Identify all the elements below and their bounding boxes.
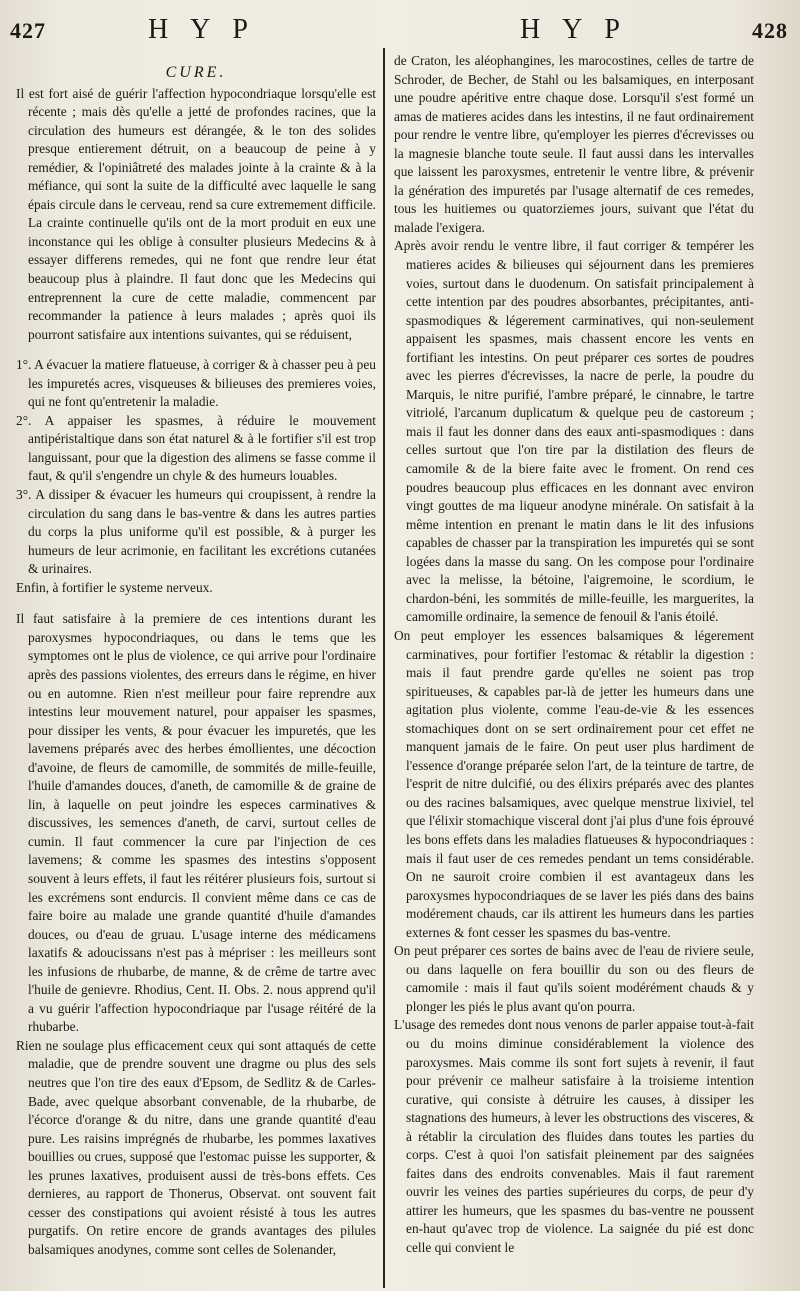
page-number-left: 427 (10, 18, 46, 43)
paragraph-first-intention: Il faut satisfaire à la premiere de ces intentions durant les paroxysmes hypocondriaques, ou dans le tems que les symptomes ont le plus de violence, ce qui arrive pour l'ordinaire après des passions violentes, des erreurs dans le régime, en hiver ou en automne. Rien n'est meilleur pour faire reprendre aux intestins leur mouvement naturel, pour appaiser les spasmes, pour dissiper les vents, & pour évacuer les impuretés, que les lavemens préparés avec des herbes émollientes, une décoction d'avoine, de fleurs de camomille, de sommités de mille-feuille, l'huile d'amandes douces, d'aneth, de camomille & de graine de lin, à laquelle on peut joindre les especes carminatives & discussives, les semences d'aneth, de carvi, surtout celles de cumin. Il faut commencer la cure par l'injection de ces lavemens; & comme les spasmes des intestins s'opposent souvent à leurs effets, il faut les réitérer plusieurs fois, surtout si les excrémens sont endurcis. Il convient même dans ce cas de faire boire au malade une grande quantité d'huile d'amandes douces, ou d'eau de gruau. L'usage interne des médicamens laxatifs & adoucissans n'est pas à mépriser : les meilleurs sont les infusions de rhubarbe, de manne, & de crême de tartre avec l'huile de genievre. Rhodius, Cent. II. Obs. 2. nous apprend qu'il a vu guérir l'affection hypocondriaque par l'usage réitéré de la rhubarbe. (16, 611, 376, 1035)
paragraph-balsamic-essences: On peut employer les essences balsamiques & légerement carminatives, pour fortifier l'estomac & rétablir la digestion : mais il faut prendre garde qu'elles ne soient pas trop spiritueuses, & capables par-là de jetter les humeurs dans une agitation plus violente, comme l'eau-de-vie & les essences stomachiques dont on se sert ordinairement pour cet effet ne manquent jamais de le faire. On peut user plus hardiment de l'essence d'orange préparée selon l'art, de la teinture de tartre, de l'esprit de nitre dulcifié, ou des élixirs préparés avec des plantes ou des racines balsamiques, avec quelque menstrue lixiviel, tel que l'élixir stomachique visceral dont j'ai plus d'une fois éprouvé les bons effets dans les maladies flatueuses & hypocondriaques : mais il faut user de ces remedes pendant un tems considérable. On ne sauroit croire combien il est avantageux dans les paroxysmes hypocondriaques de se laver les piés dans des bains modérement chauds, car ils attirent les humeurs dans les parties externes & font cesser les spasmes du bas-ventre. (394, 627, 754, 940)
intention-4: Enfin, à fortifier le systeme nerveux. (16, 579, 213, 595)
paragraph-baths: On peut préparer ces sortes de bains avec de l'eau de riviere seule, ou dans laquelle on fera bouillir du son ou des fleurs de camomile : mais il faut qu'ils soient modérément chauds & y plonger les piés le plus avant qu'on pourra. (394, 943, 754, 1014)
intention-2: 2°. A appaiser les spasmes, à réduire le mouvement antipéristaltique dans son état naturel & à le fortifier s'il est trop languissant, pour que la digestion des alimens se fasse comme il faut, & qu'il s'engendre un chyle & des humeurs louables. (16, 412, 376, 484)
intention-1: 1°. A évacuer la matiere flatueuse, à corriger & à chasser peu à peu les impuretés acres, visqueuses & bilieuses des premieres voies, qui ne font qu'entretenir la maladie. (16, 357, 376, 410)
intro-paragraph: Il est fort aisé de guérir l'affection hypocondriaque lorsqu'elle est récente ; mais dès qu'elle a jetté de profondes racines, que la circulation des humeurs est dérangée, & le ton des solides presque entierement détruit, on a beaucoup de peine à y remédier, & l'opiniâtreté des malades jointe à la crainte & à la méfiance, qui sont la suite de la difficulté avec laquelle le sang épais circule dans le cerveau, rend sa cure extremement difficile. La crainte continuelle qu'ils ont de la mort produit en eux une inconstance qui les oblige à consulter plusieurs Medecins & à essayer differens remedes, qui ne font que rendre leur état beaucoup plus à plaindre. Il faut donc que les Medecins qui entreprennent la cure de cette maladie, commencent par recommander la patience à leurs malades ; après quoi ils pourront satisfaire aux intentions suivantes, qui se réduisent, (16, 85, 376, 342)
running-head-left: H Y P (148, 14, 256, 45)
paragraph-bleeding: L'usage des remedes dont nous venons de parler appaise tout-à-fait ou du moins diminue considérablement la violence des paroxysmes. Mais comme ils sont fort sujets à revenir, il faut pour prévenir ce malheur satisfaire à la troisieme intention curative, qui consiste à détruire les causes, à dissiper les stagnations des humeurs, à lever les obstructions des visceres, & à rétablir la circulation des fluides dans toutes les parties du corps. C'est à quoi l'on satisfait pleinement par des saignées faites dans des endroits convenables. Mais il faut rarement ouvrir les veines des parties supérieures du corps, de peur d'y attirer les humeurs, que les spasmes du bas-ventre ne poussent en-haut qu'avec trop de violence. La saignée du pié est donc celle qui convient le (394, 1017, 754, 1255)
running-head (0, 14, 800, 50)
section-title: CURE. (165, 64, 227, 81)
page-number-right: 428 (752, 18, 788, 43)
column-divider (383, 48, 385, 1288)
continuation-paragraph: de Craton, les aléophangines, les marocostines, celles de tartre de Schroder, de Becher, de Stahl ou les balsamiques, en interposant une poudre apéritive entre chaque dose. Lorsqu'il s'est formé un amas de matieres acides dans les intestins, il ne faut ordinairement pour rendre le ventre libre, qu'employer les pierres d'écrevisses ou la magnesie blanche toute seule. Il faut aussi dans les intervalles que laissent les paroxysmes, entretenir le ventre libre, & prévenir la génération des impuretés par l'usage alternatif de ces remedes, tous les huitiemes ou quatorziemes jours, suivant que l'état du malade l'exigera. (394, 53, 754, 235)
paragraph-neutral-salts: Rien ne soulage plus efficacement ceux qui sont attaqués de cette maladie, que de prendre souvent une dragme ou plus des sels neutres que l'on tire des eaux d'Epsom, de Sedlitz & de Carles-Bade, avec quelque absorbant convenable, de la rhubarbe, de l'écorce d'orange & du nitre, dans une grande quantité d'eau pure. Les raisins imprégnés de rhubarbe, les pommes laxatives bouillies ou crues, supposé que l'estomac puisse les supporter, & les prunes laxatives, produisent aussi de très-bons effets. Ces dernieres, au rapport de Thonerus, Observat. ont souvent fait cesser des constipations qui avoient résisté à tous les autres purgatifs. On retire encore de grands avantages des pilules balsamiques anodynes, comme sont celles de Solenander, (16, 1037, 376, 1257)
running-head-right: H Y P (520, 14, 628, 45)
paragraph-absorbent-powders: Après avoir rendu le ventre libre, il faut corriger & tempérer les matieres acides & bilieuses qui séjournent dans les premieres voies, surtout dans le duodenum. On satisfait principalement à cette intention par des poudres absorbantes, précipitantes, anti-spasmodiques & légerement carminatives, qui non-seulement appaisent les spasmes, mais chassent encore les vents en fortifiant les intestins. On peut préparer ces sortes de poudres avec les pierres d'écrevisses, la nacre de perle, la poudre du Marquis, le nitre purifié, l'ambre préparé, le cinnabre, le tartre vitriolé, l'arcanum duplicatum & quelque peu de castoreum ; mais il faut les donner dans des eaux anti-spasmodiques : dans celles surtout que l'on tire par la distilation des fleurs de camomile & de la biere faite avec le froment. On rend ces poudres beaucoup plus efficaces en les donnant avec environ vingt gouttes de ma liqueur anodyne minérale. On satisfait à la même intention en prenant le matin dans le lit des infusions capables de chasser par la transpiration les impuretés qui se sont logées dans la masse du sang. On les compose pour l'ordinaire avec la melisse, la bétoine, l'aigremoine, le scordium, le chardon-béni, les sommités de mille-feuille, les marguerites, la camomille ordinaire, la semence de fenouil & l'anis étoilé. (394, 238, 754, 625)
left-column (16, 52, 376, 1259)
right-column (394, 52, 754, 1258)
intention-3: 3°. A dissiper & évacuer les humeurs qui croupissent, à rendre la circulation du sang dans le bas-ventre & dans les autres parties du corps la plus uniforme qu'il est possible, & à purger les humeurs de leur acrimonie, en facilitant les excrétions cutanées & urinaires. (16, 487, 376, 577)
